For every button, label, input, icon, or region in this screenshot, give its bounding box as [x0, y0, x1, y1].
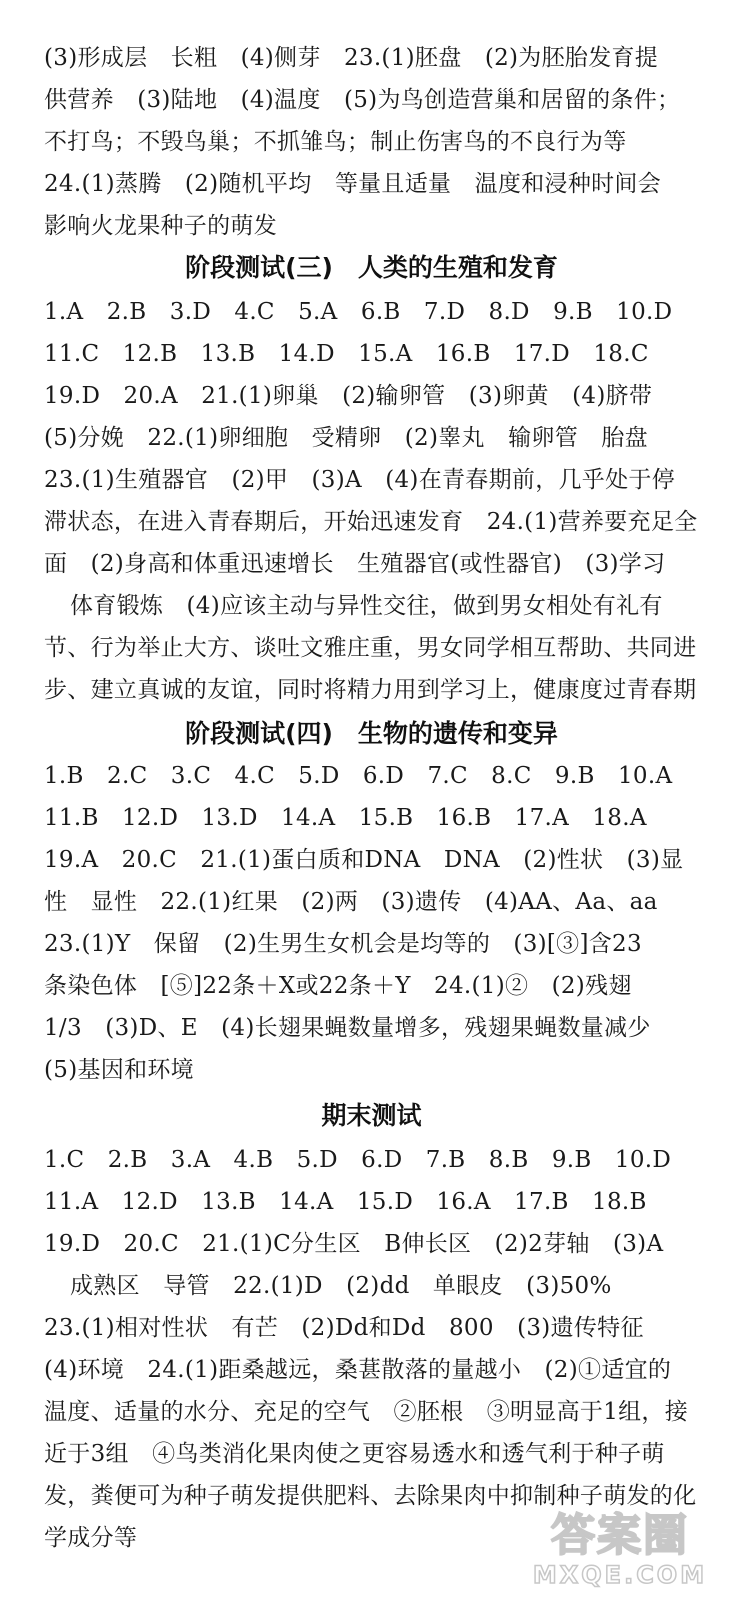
final-test-title: 期末测试: [321, 1101, 422, 1130]
final-line-10: 学成分等: [44, 1525, 138, 1551]
final-line-4: 成熟区 导管 22.(1)D (2)dd 单眼皮 (3)50%: [70, 1273, 612, 1299]
section-3-line-9: 节、行为举止大方、谈吐文雅庄重，男女同学相互帮助、共同进: [44, 635, 697, 661]
section-3-line-3: 19.D 20.A 21.(1)卵巢 (2)输卵管 (3)卵黄 (4)脐带: [44, 383, 653, 409]
section-3-title: 阶段测试(三) 人类的生殖和发育: [185, 253, 558, 282]
watermark-logo: [515, 1510, 725, 1590]
section-3-line-4: (5)分娩 22.(1)卵细胞 受精卵 (2)睾丸 输卵管 胎盘: [44, 425, 648, 451]
section-3-line-2: 11.C 12.B 13.B 14.D 15.A 16.B 17.D 18.C: [44, 341, 649, 367]
section-3-line-7: 面 (2)身高和体重迅速增长 生殖器官(或性器官) (3)学习: [44, 551, 666, 577]
watermark-url: MXQE.COM: [532, 1561, 708, 1589]
final-line-5: 23.(1)相对性状 有芒 (2)Dd和Dd 800 (3)遗传特征: [44, 1315, 644, 1341]
final-line-8: 近于3组 ④鸟类消化果肉使之更容易透水和透气利于种子萌: [44, 1441, 665, 1467]
intro-line-5: 影响火龙果种子的萌发: [44, 213, 277, 239]
section-4-line-2: 11.B 12.D 13.D 14.A 15.B 16.B 17.A 18.A: [44, 805, 647, 831]
section-4-line-5: 23.(1)Y 保留 (2)生男生女机会是均等的 (3)[③]含23: [44, 931, 642, 957]
section-4-line-1: 1.B 2.C 3.C 4.C 5.D 6.D 7.C 8.C 9.B 10.A: [44, 763, 673, 789]
final-line-3: 19.D 20.C 21.(1)C分生区 B伸长区 (2)2芽轴 (3)A: [44, 1231, 664, 1257]
section-3-line-6: 滞状态，在进入青春期后，开始迅速发育 24.(1)营养要充足全: [44, 509, 698, 535]
intro-line-2: 供营养 (3)陆地 (4)温度 (5)为鸟创造营巢和居留的条件；: [44, 87, 681, 113]
section-4-line-8: (5)基因和环境: [44, 1057, 194, 1083]
final-line-7: 温度、适量的水分、充足的空气 ②胚根 ③明显高于1组，接: [44, 1399, 689, 1425]
final-line-1: 1.C 2.B 3.A 4.B 5.D 6.D 7.B 8.B 9.B 10.D: [44, 1147, 672, 1173]
intro-line-1: (3)形成层 长粗 (4)侧芽 23.(1)胚盘 (2)为胚胎发育提: [44, 45, 659, 71]
intro-line-3: 不打鸟；不毁鸟巢；不抓雏鸟；制止伤害鸟的不良行为等: [44, 129, 627, 155]
watermark-chars: 答案圈: [551, 1510, 689, 1561]
final-line-2: 11.A 12.D 13.B 14.A 15.D 16.A 17.B 18.B: [44, 1189, 647, 1215]
final-line-6: (4)环境 24.(1)距桑越远，桑葚散落的量越小 (2)①适宜的: [44, 1357, 672, 1383]
section-3-line-1: 1.A 2.B 3.D 4.C 5.A 6.B 7.D 8.D 9.B 10.D: [44, 299, 673, 325]
section-4-line-7: 1/3 (3)D、E (4)长翅果蝇数量增多，残翅果蝇数量减少: [44, 1015, 651, 1041]
section-4-line-4: 性 显性 22.(1)红果 (2)两 (3)遗传 (4)AA、Aa、aa: [44, 889, 658, 915]
section-3-line-8: 体育锻炼 (4)应该主动与异性交往，做到男女相处有礼有: [70, 593, 663, 619]
section-4-line-3: 19.A 20.C 21.(1)蛋白质和DNA DNA (2)性状 (3)显: [44, 847, 684, 873]
final-line-9: 发，粪便可为种子萌发提供肥料、去除果肉中抑制种子萌发的化: [44, 1483, 697, 1509]
section-4-title: 阶段测试(四) 生物的遗传和变异: [185, 719, 558, 748]
intro-line-4: 24.(1)蒸腾 (2)随机平均 等量且适量 温度和浸种时间会: [44, 171, 662, 197]
section-3-line-10: 步、建立真诚的友谊，同时将精力用到学习上，健康度过青春期: [44, 677, 697, 703]
section-4-line-6: 条染色体 [⑤]22条＋X或22条＋Y 24.(1)② (2)残翅: [44, 973, 632, 999]
section-3-line-5: 23.(1)生殖器官 (2)甲 (3)A (4)在青春期前，几乎处于停: [44, 467, 676, 493]
